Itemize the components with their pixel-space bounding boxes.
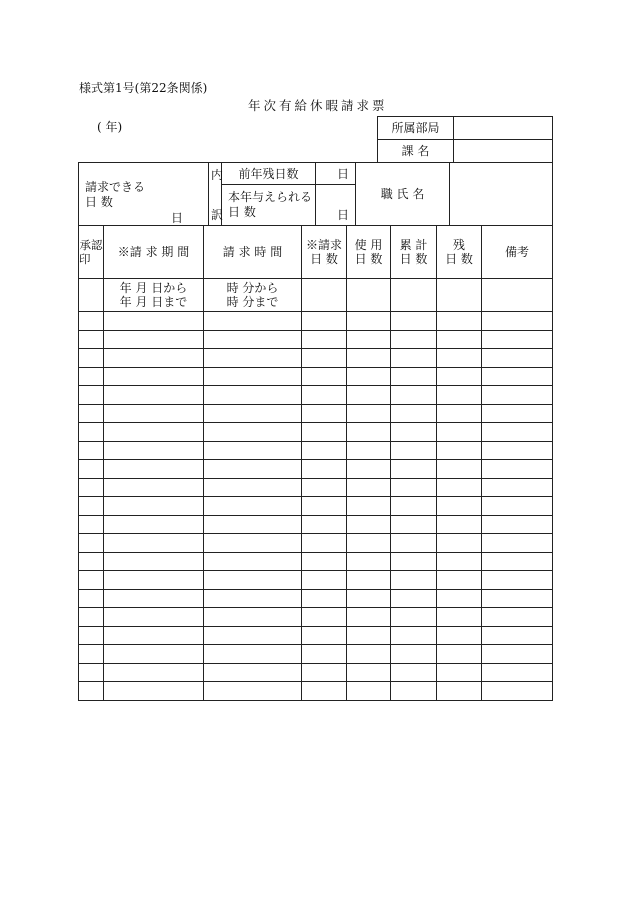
table-cell[interactable] xyxy=(104,368,204,386)
table-cell[interactable] xyxy=(347,460,391,479)
table-cell[interactable] xyxy=(302,368,347,386)
table-row xyxy=(79,516,553,534)
table-cell[interactable] xyxy=(482,423,553,442)
table-cell[interactable] xyxy=(302,645,347,664)
this-year-label: 本年与えられる 日 数 xyxy=(222,185,316,226)
table-cell[interactable] xyxy=(437,386,482,405)
table-cell[interactable] xyxy=(79,608,104,627)
form-number: 様式第1号(第22条関係) xyxy=(79,81,208,95)
table-cell[interactable] xyxy=(437,479,482,497)
table-row xyxy=(79,442,553,460)
table-cell[interactable] xyxy=(302,312,347,331)
table-cell[interactable] xyxy=(437,368,482,386)
table-cell[interactable] xyxy=(104,608,204,627)
table-cell[interactable] xyxy=(482,442,553,460)
table-cell[interactable] xyxy=(482,479,553,497)
table-cell[interactable] xyxy=(482,627,553,645)
prev-remaining-label: 前年残日数 xyxy=(222,163,316,185)
col-request-days: ※請求 日 数 xyxy=(302,226,347,279)
table-cell[interactable] xyxy=(482,571,553,590)
table-cell[interactable] xyxy=(302,590,347,608)
table-row xyxy=(79,627,553,645)
table-cell[interactable] xyxy=(204,516,302,534)
table-cell[interactable] xyxy=(302,571,347,590)
table-cell[interactable] xyxy=(79,664,104,682)
table-cell[interactable] xyxy=(204,553,302,571)
days-table xyxy=(78,162,553,226)
table-row xyxy=(79,497,553,516)
table-row xyxy=(79,553,553,571)
table-cell[interactable] xyxy=(482,645,553,664)
table-cell[interactable] xyxy=(204,331,302,349)
col-period: ※請 求 期 間 xyxy=(104,226,204,279)
table-cell[interactable] xyxy=(104,497,204,516)
table-cell[interactable] xyxy=(104,645,204,664)
table-cell[interactable] xyxy=(79,682,104,701)
table-cell[interactable] xyxy=(204,423,302,442)
table-cell[interactable] xyxy=(204,534,302,553)
empty-rows xyxy=(79,312,553,701)
table-row xyxy=(79,279,553,312)
table-cell[interactable] xyxy=(104,479,204,497)
table-cell[interactable] xyxy=(104,460,204,479)
table-cell[interactable] xyxy=(347,312,391,331)
table-cell[interactable] xyxy=(104,312,204,331)
table-cell[interactable] xyxy=(347,442,391,460)
table-cell[interactable] xyxy=(79,479,104,497)
table-cell[interactable] xyxy=(79,331,104,349)
table-row xyxy=(79,349,553,368)
table-cell[interactable] xyxy=(391,479,437,497)
table-cell[interactable] xyxy=(104,516,204,534)
table-cell[interactable] xyxy=(347,497,391,516)
header-row xyxy=(79,226,553,279)
table-cell[interactable] xyxy=(104,405,204,423)
table-cell[interactable] xyxy=(204,479,302,497)
table-cell[interactable] xyxy=(79,423,104,442)
table-cell[interactable] xyxy=(302,442,347,460)
table-cell[interactable] xyxy=(437,608,482,627)
table-cell[interactable] xyxy=(347,386,391,405)
table-cell[interactable] xyxy=(437,627,482,645)
dept-field[interactable] xyxy=(454,117,553,140)
table-cell[interactable] xyxy=(204,386,302,405)
dept-label: 所属部局 xyxy=(378,117,454,140)
table-cell[interactable] xyxy=(437,497,482,516)
table-cell[interactable] xyxy=(391,331,437,349)
table-cell[interactable] xyxy=(104,386,204,405)
table-cell[interactable] xyxy=(482,682,553,701)
col-used-days: 使 用 日 数 xyxy=(347,226,391,279)
table-row xyxy=(79,405,553,423)
time-cell[interactable]: 時 分から 時 分まで xyxy=(204,279,302,312)
table-cell[interactable] xyxy=(302,349,347,368)
table-row xyxy=(79,664,553,682)
section-label: 課 名 xyxy=(378,140,454,163)
table-cell[interactable] xyxy=(302,331,347,349)
table-cell[interactable] xyxy=(302,664,347,682)
table-cell[interactable] xyxy=(79,349,104,368)
table-cell[interactable] xyxy=(204,460,302,479)
table-cell[interactable] xyxy=(204,627,302,645)
table-cell[interactable] xyxy=(204,608,302,627)
table-cell[interactable] xyxy=(79,627,104,645)
table-row xyxy=(79,590,553,608)
table-cell[interactable] xyxy=(437,590,482,608)
table-cell[interactable] xyxy=(391,405,437,423)
table-cell[interactable] xyxy=(79,460,104,479)
table-cell[interactable] xyxy=(104,423,204,442)
table-cell[interactable] xyxy=(482,516,553,534)
table-cell[interactable] xyxy=(347,645,391,664)
table-cell[interactable] xyxy=(347,405,391,423)
table-row xyxy=(79,368,553,386)
table-cell[interactable] xyxy=(391,368,437,386)
table-cell[interactable] xyxy=(347,553,391,571)
col-remaining-days: 残 日 数 xyxy=(437,226,482,279)
table-cell[interactable] xyxy=(347,627,391,645)
table-row xyxy=(79,460,553,479)
table-cell[interactable] xyxy=(482,460,553,479)
table-cell[interactable] xyxy=(104,331,204,349)
table-cell[interactable] xyxy=(437,442,482,460)
table-cell[interactable] xyxy=(302,682,347,701)
table-cell[interactable] xyxy=(204,497,302,516)
table-cell[interactable] xyxy=(347,331,391,349)
table-cell[interactable] xyxy=(482,497,553,516)
table-cell[interactable] xyxy=(347,682,391,701)
name-label: 職 氏 名 xyxy=(356,163,450,226)
table-cell[interactable] xyxy=(391,553,437,571)
table-cell[interactable] xyxy=(391,497,437,516)
section-field[interactable] xyxy=(454,140,553,163)
table-cell[interactable] xyxy=(302,497,347,516)
table-cell[interactable] xyxy=(437,516,482,534)
name-field[interactable] xyxy=(450,163,553,226)
table-cell[interactable] xyxy=(104,664,204,682)
table-cell[interactable] xyxy=(104,590,204,608)
table-cell[interactable] xyxy=(391,608,437,627)
table-cell[interactable] xyxy=(302,386,347,405)
table-row xyxy=(79,423,553,442)
table-cell[interactable] xyxy=(79,405,104,423)
table-row xyxy=(79,312,553,331)
col-approval: 承認 印 xyxy=(79,226,104,279)
table-cell[interactable] xyxy=(482,405,553,423)
table-cell[interactable] xyxy=(347,479,391,497)
table-cell[interactable] xyxy=(347,664,391,682)
table-cell[interactable] xyxy=(391,460,437,479)
table-cell[interactable] xyxy=(482,553,553,571)
table-row xyxy=(79,608,553,627)
table-cell[interactable] xyxy=(79,571,104,590)
table-cell[interactable] xyxy=(104,349,204,368)
table-cell[interactable] xyxy=(302,460,347,479)
table-cell[interactable] xyxy=(204,442,302,460)
table-cell[interactable] xyxy=(482,331,553,349)
table-cell[interactable] xyxy=(482,312,553,331)
table-cell[interactable] xyxy=(437,534,482,553)
table-cell[interactable] xyxy=(79,516,104,534)
table-cell[interactable] xyxy=(104,553,204,571)
table-cell[interactable] xyxy=(347,534,391,553)
table-cell[interactable] xyxy=(302,553,347,571)
table-cell[interactable] xyxy=(79,368,104,386)
table-cell[interactable] xyxy=(204,571,302,590)
table-cell[interactable] xyxy=(204,368,302,386)
table-cell[interactable] xyxy=(391,571,437,590)
table-cell[interactable] xyxy=(79,312,104,331)
table-cell[interactable] xyxy=(437,312,482,331)
table-cell[interactable] xyxy=(391,516,437,534)
table-cell[interactable] xyxy=(391,664,437,682)
table-cell[interactable] xyxy=(347,590,391,608)
table-cell[interactable] xyxy=(204,312,302,331)
table-cell[interactable] xyxy=(391,534,437,553)
table-cell[interactable] xyxy=(79,386,104,405)
table-cell[interactable] xyxy=(302,479,347,497)
requestable-days-value[interactable] xyxy=(185,163,209,226)
table-cell[interactable] xyxy=(482,349,553,368)
year-label: ( 年) xyxy=(97,120,123,134)
table-cell[interactable] xyxy=(104,682,204,701)
table-cell[interactable] xyxy=(437,460,482,479)
table-cell[interactable] xyxy=(79,442,104,460)
table-cell[interactable] xyxy=(79,590,104,608)
table-cell[interactable] xyxy=(204,405,302,423)
table-cell[interactable] xyxy=(204,645,302,664)
breakdown-label: 内 訳 xyxy=(209,163,222,226)
table-cell[interactable] xyxy=(437,423,482,442)
table-cell[interactable] xyxy=(482,664,553,682)
table-row xyxy=(79,682,553,701)
table-row xyxy=(79,331,553,349)
table-row xyxy=(79,645,553,664)
table-cell[interactable] xyxy=(391,312,437,331)
table-cell[interactable] xyxy=(437,645,482,664)
table-cell[interactable] xyxy=(437,664,482,682)
form-title: 年次有給休暇請求票 xyxy=(248,98,388,113)
table-cell[interactable] xyxy=(437,571,482,590)
table-cell[interactable] xyxy=(347,368,391,386)
table-cell[interactable] xyxy=(482,608,553,627)
table-row xyxy=(79,571,553,590)
table-cell[interactable] xyxy=(104,534,204,553)
table-cell[interactable] xyxy=(391,645,437,664)
table-cell[interactable] xyxy=(482,386,553,405)
table-cell[interactable] xyxy=(437,349,482,368)
table-row xyxy=(79,534,553,553)
table-cell[interactable] xyxy=(302,516,347,534)
table-cell[interactable] xyxy=(391,349,437,368)
table-cell[interactable] xyxy=(391,627,437,645)
table-cell[interactable] xyxy=(204,664,302,682)
table-cell[interactable] xyxy=(302,627,347,645)
table-cell[interactable] xyxy=(302,534,347,553)
table-cell[interactable] xyxy=(391,423,437,442)
table-cell[interactable] xyxy=(347,516,391,534)
table-cell[interactable] xyxy=(347,423,391,442)
table-cell[interactable] xyxy=(437,553,482,571)
table-cell[interactable] xyxy=(104,442,204,460)
table-cell[interactable] xyxy=(391,590,437,608)
col-time: 請 求 時 間 xyxy=(204,226,302,279)
col-cumulative-days: 累 計 日 数 xyxy=(391,226,437,279)
table-cell[interactable] xyxy=(204,590,302,608)
table-cell[interactable] xyxy=(79,534,104,553)
table-cell[interactable] xyxy=(437,682,482,701)
table-cell[interactable] xyxy=(347,608,391,627)
table-cell[interactable] xyxy=(79,645,104,664)
table-cell[interactable] xyxy=(79,497,104,516)
table-cell[interactable] xyxy=(204,349,302,368)
table-cell[interactable] xyxy=(302,423,347,442)
table-cell[interactable] xyxy=(437,405,482,423)
table-cell[interactable] xyxy=(391,442,437,460)
table-cell[interactable] xyxy=(302,405,347,423)
table-cell[interactable] xyxy=(437,331,482,349)
table-cell[interactable] xyxy=(347,571,391,590)
table-cell[interactable] xyxy=(482,534,553,553)
table-row xyxy=(79,386,553,405)
table-cell[interactable] xyxy=(391,682,437,701)
table-cell[interactable] xyxy=(482,368,553,386)
table-cell[interactable] xyxy=(482,590,553,608)
table-cell[interactable] xyxy=(204,682,302,701)
table-row xyxy=(79,479,553,497)
dept-table xyxy=(377,116,553,163)
table-cell[interactable] xyxy=(79,553,104,571)
table-cell[interactable] xyxy=(302,608,347,627)
table-cell[interactable] xyxy=(391,386,437,405)
request-table xyxy=(78,225,553,701)
table-cell[interactable] xyxy=(104,571,204,590)
col-notes: 備考 xyxy=(482,226,553,279)
prev-remaining-value[interactable]: 日 xyxy=(316,163,356,185)
period-cell[interactable]: 年 月 日から 年 月 日まで xyxy=(104,279,204,312)
this-year-value[interactable]: 日 xyxy=(316,185,356,226)
table-cell[interactable] xyxy=(104,627,204,645)
requestable-days-label: 請求できる 日 数 日 xyxy=(79,163,185,226)
table-cell[interactable] xyxy=(347,349,391,368)
